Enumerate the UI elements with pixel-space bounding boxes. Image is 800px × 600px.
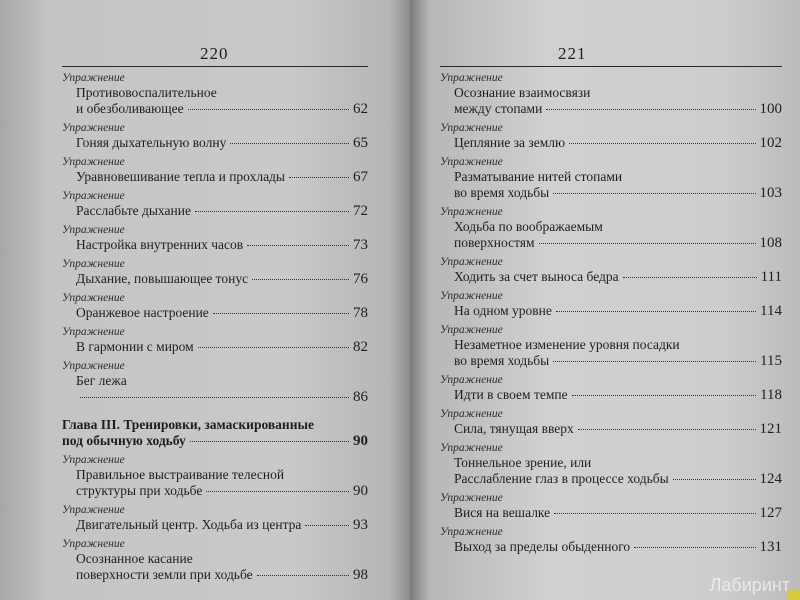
- leader-dots: [252, 279, 349, 280]
- entry-title: Глава III. Тренировки, замаскированные: [62, 417, 315, 432]
- header-rule: [440, 66, 782, 67]
- entry-page-number: 78: [353, 305, 368, 321]
- entry-page-number: 108: [759, 235, 782, 251]
- entry-title: поверхности земли при ходьбе: [76, 567, 253, 582]
- entry-page-number: 65: [353, 135, 368, 151]
- entry-line: [440, 219, 782, 235]
- watermark-logo: Лабиринт: [709, 575, 790, 595]
- leader-dots: [556, 311, 756, 312]
- entry-page-number: 103: [759, 185, 782, 201]
- entry-title: под обычную ходьбу: [62, 433, 186, 448]
- table-of-contents: [62, 72, 368, 588]
- toc-entry: [440, 206, 782, 251]
- entry-title: Осознанное касание: [76, 551, 193, 566]
- entry-title: Расслабьте дыхание: [76, 203, 191, 218]
- entry-page-number: 127: [759, 505, 782, 521]
- entry-kind: Упражнение: [440, 526, 503, 538]
- entry-line: [440, 169, 782, 185]
- entry-title: Ходить за счет выноса бедра: [454, 269, 619, 284]
- toc-entry: [440, 324, 782, 369]
- entry-line: [62, 517, 368, 533]
- leader-dots: [188, 109, 349, 110]
- entry-line: [440, 135, 782, 151]
- entry-page-number: 90: [353, 483, 368, 499]
- leader-dots: [213, 313, 349, 314]
- entry-line: [62, 237, 368, 253]
- header-rule: [62, 66, 368, 67]
- entry-kind: Упражнение: [62, 326, 125, 338]
- entry-kind: Упражнение: [440, 374, 503, 386]
- entry-kind: Упражнение: [62, 156, 125, 168]
- entry-title: Правильное выстраивание телесной: [76, 467, 285, 482]
- entry-title: во время ходьбы: [454, 185, 550, 200]
- leader-dots: [539, 243, 756, 244]
- entry-line: [440, 337, 782, 353]
- leader-dots: [623, 277, 757, 278]
- entry-page-number: 73: [353, 237, 368, 253]
- entry-page-number: 82: [353, 339, 368, 355]
- leader-dots: [673, 479, 756, 480]
- entry-title: В гармонии с миром: [76, 339, 194, 354]
- leader-dots: [553, 193, 755, 194]
- entry-kind: Упражнение: [440, 324, 503, 336]
- toc-entry: [62, 326, 368, 355]
- entry-title: Идти в своем темпе: [454, 387, 568, 402]
- entry-title: Дыхание, повышающее тонус: [76, 271, 249, 286]
- toc-entry: [440, 256, 782, 285]
- entry-title: На одном уровне: [454, 303, 552, 318]
- entry-title: структуры при ходьбе: [76, 483, 203, 498]
- leader-dots: [554, 513, 755, 514]
- right-page: [410, 0, 800, 600]
- leader-dots: [206, 491, 349, 492]
- entry-page-number: 118: [760, 387, 782, 403]
- entry-line: [440, 387, 782, 403]
- toc-entry: [440, 408, 782, 437]
- entry-title: Сила, тянущая вверх: [454, 421, 574, 436]
- entry-line: [440, 353, 782, 369]
- entry-page-number: 67: [353, 169, 368, 185]
- toc-entry: [62, 504, 368, 533]
- leader-dots: [198, 347, 349, 348]
- entry-kind: Упражнение: [440, 492, 503, 504]
- entry-line: [62, 567, 368, 583]
- toc-entry: [62, 156, 368, 185]
- entry-line: [62, 339, 368, 355]
- entry-line: [62, 203, 368, 219]
- leader-dots: [257, 575, 349, 576]
- entry-page-number: 131: [759, 539, 782, 555]
- toc-entry: [62, 224, 368, 253]
- entry-kind: Упражнение: [62, 504, 125, 516]
- toc-entry: [62, 122, 368, 151]
- entry-title: Вися на вешалке: [454, 505, 551, 520]
- entry-kind: Упражнение: [440, 290, 503, 302]
- page-number-right: 221: [558, 44, 587, 63]
- entry-kind: Упражнение: [62, 292, 125, 304]
- leader-dots: [289, 177, 349, 178]
- leader-dots: [80, 397, 349, 398]
- entry-line: [440, 303, 782, 319]
- toc-entry: [440, 72, 782, 117]
- entry-line: [62, 433, 368, 449]
- entry-page-number: 115: [760, 353, 782, 369]
- entry-line: [62, 101, 368, 117]
- entry-kind: Упражнение: [440, 206, 503, 218]
- entry-title: Расслабление глаз в процессе ходьбы: [454, 471, 669, 486]
- entry-title: во время ходьбы: [454, 353, 550, 368]
- entry-kind: Упражнение: [62, 224, 125, 236]
- entry-page-number: 114: [760, 303, 782, 319]
- leader-dots: [230, 143, 349, 144]
- entry-kind: Упражнение: [62, 538, 125, 550]
- entry-line: [440, 455, 782, 471]
- entry-line: [62, 417, 368, 433]
- entry-title: между стопами: [454, 101, 543, 116]
- entry-kind: Упражнение: [440, 256, 503, 268]
- entry-line: [440, 471, 782, 487]
- entry-kind: Упражнение: [62, 258, 125, 270]
- toc-entry: [440, 526, 782, 555]
- toc-entry: [440, 492, 782, 521]
- toc-entry: [62, 360, 368, 405]
- entry-line: [440, 421, 782, 437]
- entry-title: Двигательный центр. Ходьба из центра: [76, 517, 302, 532]
- chapter-heading: [62, 417, 368, 449]
- entry-title: Ходьба по воображаемым: [454, 219, 603, 234]
- entry-title: Оранжевое настроение: [76, 305, 209, 320]
- toc-entry: [440, 442, 782, 487]
- table-of-contents: [440, 72, 782, 560]
- entry-page-number: 102: [759, 135, 782, 151]
- entry-line: [62, 135, 368, 151]
- entry-page-number: 124: [759, 471, 782, 487]
- toc-entry: [62, 292, 368, 321]
- toc-entry: [440, 122, 782, 151]
- entry-title: Цепляние за землю: [454, 135, 566, 150]
- entry-line: [62, 551, 368, 567]
- entry-line: [440, 235, 782, 251]
- entry-line: [62, 389, 368, 405]
- entry-title: Гоняя дыхательную волну: [76, 135, 227, 150]
- entry-page-number: 111: [760, 269, 782, 285]
- leader-dots: [190, 441, 349, 442]
- entry-page-number: 62: [353, 101, 368, 117]
- entry-line: [440, 85, 782, 101]
- entry-title: Бег лежа: [76, 373, 127, 388]
- entry-line: [440, 101, 782, 117]
- leader-dots: [553, 361, 756, 362]
- entry-page-number: 98: [353, 567, 368, 583]
- entry-kind: Упражнение: [440, 122, 503, 134]
- entry-title: Осознание взаимосвязи: [454, 85, 591, 100]
- toc-entry: [62, 72, 368, 117]
- toc-entry: [62, 454, 368, 499]
- entry-line: [62, 169, 368, 185]
- toc-entry: [62, 190, 368, 219]
- entry-kind: Упражнение: [62, 454, 125, 466]
- entry-title: Разматывание нитей стопами: [454, 169, 623, 184]
- entry-page-number: 93: [353, 517, 368, 533]
- entry-kind: Упражнение: [440, 72, 503, 84]
- leader-dots: [305, 525, 349, 526]
- page-number-left: 220: [200, 44, 229, 63]
- entry-title: Противовоспалительное: [76, 85, 217, 100]
- leader-dots: [634, 547, 755, 548]
- entry-page-number: 72: [353, 203, 368, 219]
- entry-kind: Упражнение: [440, 156, 503, 168]
- entry-page-number: 100: [759, 101, 782, 117]
- entry-page-number: 121: [759, 421, 782, 437]
- entry-title: Выход за пределы обыденного: [454, 539, 631, 554]
- leader-dots: [546, 109, 755, 110]
- entry-page-number: 86: [353, 389, 368, 405]
- entry-line: [62, 467, 368, 483]
- entry-title: Настройка внутренних часов: [76, 237, 244, 252]
- entry-line: [440, 185, 782, 201]
- entry-line: [62, 271, 368, 287]
- entry-line: [440, 269, 782, 285]
- entry-kind: Упражнение: [62, 122, 125, 134]
- toc-entry: [440, 156, 782, 201]
- entry-line: [62, 85, 368, 101]
- entry-kind: Упражнение: [62, 360, 125, 372]
- entry-line: [62, 373, 368, 389]
- leader-dots: [195, 211, 349, 212]
- entry-page-number: 90: [353, 433, 368, 449]
- entry-title: Незаметное изменение уровня посадки: [454, 337, 680, 352]
- entry-title: поверхностям: [454, 235, 535, 250]
- leader-dots: [569, 143, 755, 144]
- entry-title: Уравновешивание тепла и прохлады: [76, 169, 285, 184]
- toc-entry: [440, 290, 782, 319]
- toc-entry: [62, 538, 368, 583]
- entry-line: [440, 539, 782, 555]
- leader-dots: [247, 245, 349, 246]
- entry-page-number: 76: [353, 271, 368, 287]
- leader-dots: [578, 429, 756, 430]
- entry-kind: Упражнение: [440, 442, 503, 454]
- toc-entry: [62, 258, 368, 287]
- entry-kind: Упражнение: [440, 408, 503, 420]
- entry-kind: Упражнение: [62, 190, 125, 202]
- leader-dots: [572, 395, 756, 396]
- entry-line: [440, 505, 782, 521]
- toc-entry: [440, 374, 782, 403]
- entry-title: и обезболивающее: [76, 101, 184, 116]
- entry-title: Тоннельное зрение, или: [454, 455, 592, 470]
- entry-line: [62, 483, 368, 499]
- entry-line: [62, 305, 368, 321]
- entry-kind: Упражнение: [62, 72, 125, 84]
